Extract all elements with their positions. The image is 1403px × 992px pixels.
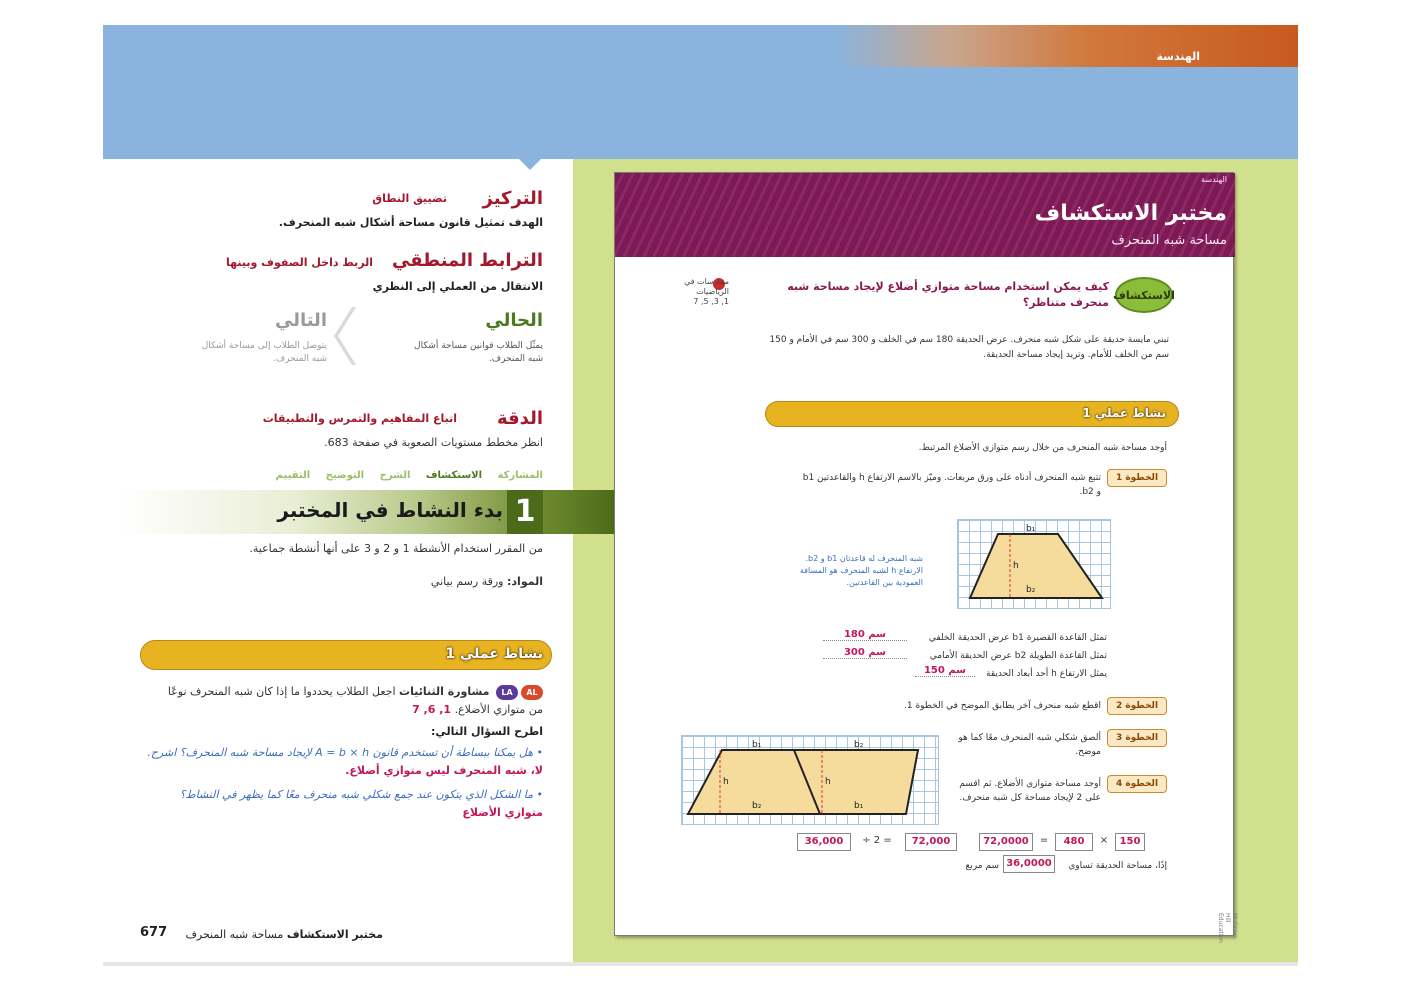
- header-pointer: [518, 158, 542, 170]
- result-text: إذًا، مساحة الحديقة تساوي: [1068, 861, 1167, 871]
- materials-label: المواد:: [507, 575, 543, 588]
- header-title: الهندسة: [1156, 50, 1200, 63]
- step-4-text: أوجد مساحة متوازي الأضلاع. ثم اقسم على 2 لإيجاد مساحة كل شبه منحرف.: [959, 779, 1101, 803]
- bullet-1-answer: لا، شبه المنحرف ليس متوازي أضلاع.: [345, 764, 543, 777]
- bullet-1: • هل يمكنا ببساطة أن تستخدم قانون A = b × h لإيجاد مساحة شبه المنحرف؟ اشرح. لا، شبه المنحرف ليس متوازي أضلاع.: [147, 746, 543, 777]
- label-left-h: h: [723, 777, 729, 787]
- calc-c: 72,0000: [979, 833, 1033, 851]
- calc-e: 36,000: [797, 833, 851, 851]
- inset-tag: الهندسة: [1201, 175, 1227, 184]
- step-3-label: الخطوة 3: [1107, 729, 1167, 747]
- phase-elaborate: التوضيح: [325, 470, 365, 481]
- textbook-inset: [614, 172, 1238, 943]
- calc-eq-1: =: [1039, 835, 1049, 846]
- materials-value: ورقة رسم بياني: [430, 575, 504, 588]
- phase-tabs: [264, 470, 543, 481]
- fill-1-answer: 180 سم: [823, 629, 907, 641]
- chevron-left-icon: [330, 305, 356, 367]
- trapezoid-diagram: [958, 520, 1112, 610]
- activity-label-inset: نشاط عملي 1: [1082, 406, 1166, 420]
- coherence-sub: الربط داخل الصفوف وبينها: [226, 256, 373, 269]
- calc-b: 480: [1055, 833, 1093, 851]
- footer-sub: مساحة شبه المنحرف: [185, 928, 284, 941]
- pairs-text: اجعل الطلاب يحددوا ما إذا كان شبه المنحرف نوعًا من متوازي الأضلاع.: [167, 685, 543, 716]
- fill-2-answer: 300 سم: [823, 647, 907, 659]
- bottom-rule: [103, 962, 1298, 966]
- coherence-label: الترابط المنطقي: [392, 250, 543, 271]
- calc-a: 150: [1115, 833, 1145, 851]
- focus-label: التركيز: [482, 188, 543, 209]
- publisher-credit: McGraw-Hill Education: [1217, 913, 1238, 943]
- next-text: يتوصل الطلاب إلى مساحة أشكال شبه المنحرف.: [201, 341, 327, 364]
- result-unit: سم مربع: [965, 861, 999, 871]
- now-label: الحالي: [485, 310, 543, 331]
- pairs-label: مشاورة الثنائيات: [399, 685, 490, 698]
- phase-explain: الشرح: [379, 470, 411, 481]
- diagram-note: شبه المنحرف له قاعدتان b1 و b2. الارتفاع h لشبه المنحرف هو المسافة العمودية بين القاعدتين.: [799, 554, 923, 587]
- essential-question: كيف يمكن استخدام مساحة متوازي أضلاع لإيجاد مساحة شبه منحرف متناظر؟: [787, 280, 1109, 309]
- launch-line: من المقرر استخدام الأنشطة 1 و 2 و 3 على أنها أنشطة جماعية.: [249, 542, 543, 555]
- footer: [185, 928, 383, 941]
- phase-explore: الاستكشاف: [425, 470, 483, 481]
- fill-2-text: تمثل القاعدة الطويلة b2 عرض الحديقة الأمامي: [929, 651, 1107, 661]
- parallelogram-grid: [681, 735, 939, 825]
- calc-div: ÷ 2 =: [862, 835, 892, 846]
- label-right-h: h: [825, 777, 831, 787]
- bullet-2-question: ما الشكل الذي يتكون عند جمع شكلي شبه منحرف معًا كما يظهر في النشاط؟: [179, 788, 533, 801]
- inset-title: مختبر الاستكشاف: [1034, 201, 1227, 226]
- header-accent: [835, 25, 1298, 67]
- materials-line: [431, 575, 543, 588]
- activity-bar-left: [140, 640, 552, 670]
- fill-3-answer: 150 سم: [915, 665, 975, 677]
- ask-label: اطرح السؤال التالي:: [430, 725, 543, 738]
- inset-intro: تبني مايسة حديقة على شكل شبه منحرف. عرض الحديقة 180 سم في الخلف و 300 سم في الأمام و 150 سم من الخلف للأمام. وتريد إيجاد مساحة الحديقة.: [769, 335, 1169, 360]
- launch-number: 1: [507, 490, 543, 534]
- step-1-text: تتبع شبه المنحرف أدناه على ورق مربعات. وميّز بالاسم الارتفاع h والقاعدتين b1 و b2.: [802, 473, 1101, 497]
- activity-bar-inset: [765, 401, 1179, 427]
- label-left-b1: b₁: [752, 740, 762, 750]
- rigor-sub: اتباع المفاهيم والتمرس والتطبيقات: [262, 412, 457, 425]
- activity-label-left: نشاط عملي 1: [445, 646, 543, 662]
- focus-sub: تضييق النطاق: [372, 192, 447, 205]
- coherence-line: الانتقال من العملي إلى النظري: [372, 280, 543, 293]
- level-al-badge: AL: [521, 685, 543, 700]
- label-b2: b₂: [1026, 585, 1036, 595]
- label-b1: b₁: [1026, 524, 1036, 534]
- now-text: يمثّل الطلاب قوانين مساحة أشكال شبه المنحرف.: [414, 341, 543, 364]
- question-badge: الاستكشاف: [1115, 277, 1173, 313]
- activity-intro: أوجد مساحة شبه المنحرف من خلال رسم متوازي الأضلاع المرتبط.: [918, 443, 1167, 453]
- launch-title: بدء النشاط في المختبر: [277, 498, 503, 522]
- trapezoid-grid: [957, 519, 1111, 609]
- calc-times: ×: [1099, 835, 1109, 846]
- label-left-b2: b₂: [752, 801, 762, 811]
- footer-title: مختبر الاستكشاف: [286, 928, 383, 941]
- phase-evaluate: التقييم: [275, 470, 311, 481]
- rigor-label: الدقة: [496, 408, 543, 429]
- step-1-label: الخطوة 1: [1107, 469, 1167, 487]
- next-label: التالي: [274, 310, 327, 331]
- goal-line: الهدف تمثيل قانون مساحة أشكال شبه المنحرف.: [278, 216, 543, 229]
- practice-refs: 1, 3, 5, 7: [693, 297, 729, 306]
- practice-note: [649, 277, 729, 307]
- pairs-paragraph: [163, 683, 543, 719]
- bullet-1-question: هل يمكنا ببساطة أن تستخدم قانون A = b × h لإيجاد مساحة شبه المنحرف؟ اشرح.: [147, 746, 533, 759]
- bullet-2-answer: متوازي الأضلاع: [462, 806, 543, 819]
- rigor-line: انظر مخطط مستويات الصعوبة في صفحة 683.: [324, 436, 543, 449]
- step-3-text: ألصق شكلي شبه المنحرف معًا كما هو موضح.: [958, 733, 1101, 757]
- label-right-b1: b₁: [854, 801, 864, 811]
- step-2-text: اقطع شبه منحرف آخر يطابق الموضح في الخطوة 1.: [903, 701, 1101, 711]
- label-right-b2: b₂: [854, 740, 864, 750]
- parallelogram-diagram: [682, 736, 940, 826]
- step-2-label: الخطوة 2: [1107, 697, 1167, 715]
- fill-1-text: تمثل القاعدة القصيرة b1 عرض الحديقة الخلفي: [928, 633, 1107, 643]
- pairs-refs: 1, 6, 7: [412, 703, 452, 716]
- page-number: 677: [140, 925, 168, 940]
- level-la-badge: LA: [496, 685, 518, 700]
- phase-engage: المشاركة: [497, 470, 543, 481]
- calc-d: 72,000: [905, 833, 957, 851]
- inset-subtitle: مساحة شبه المنحرف: [1111, 233, 1227, 248]
- practice-label: ممارسات في الرياضيات: [684, 277, 729, 296]
- fill-3-text: يمثل الارتفاع h أحد أبعاد الحديقة: [986, 669, 1107, 679]
- result-answer: 36,0000: [1003, 855, 1055, 873]
- label-h: h: [1013, 561, 1019, 571]
- inset-banner: [615, 173, 1235, 257]
- bullet-2: • ما الشكل الذي يتكون عند جمع شكلي شبه منحرف معًا كما يظهر في النشاط؟ متوازي الأضلاع: [179, 788, 543, 819]
- step-4-label: الخطوة 4: [1107, 775, 1167, 793]
